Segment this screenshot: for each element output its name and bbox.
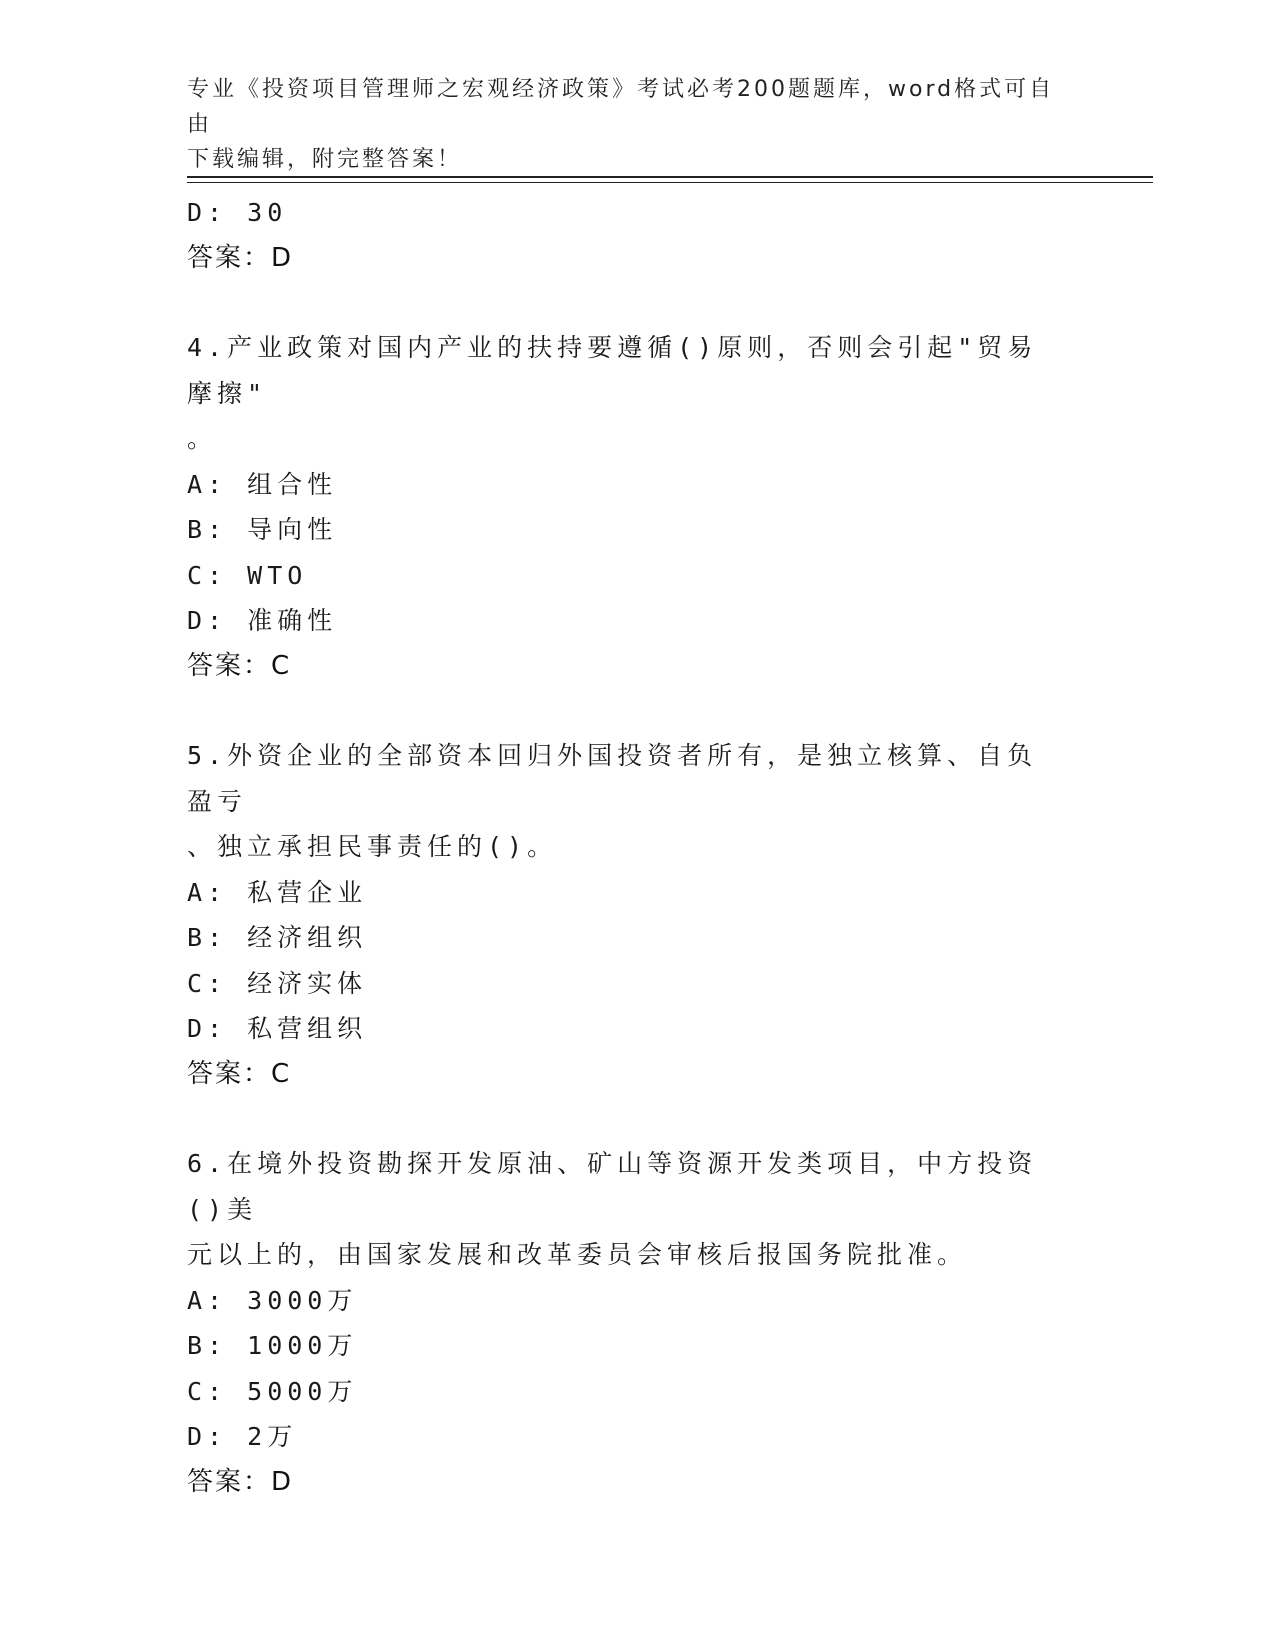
question-stem-cont: 。 (187, 424, 218, 453)
header-rule-bottom (187, 182, 1153, 183)
question-stem-cont: 、独立承担民事责任的()。 (187, 832, 558, 861)
option-b: B: 经济组织 (187, 923, 368, 952)
answer-line: 答案：D (187, 242, 294, 273)
option-c: C: 5000万 (187, 1376, 358, 1406)
question-stem: 5.外资企业的全部资本回归外国投资者所有，是独立核算、自负盈亏 (187, 741, 1038, 816)
option-d: D: 30 (187, 198, 288, 227)
option-a: A: 私营企业 (187, 877, 368, 907)
document-body (187, 190, 1067, 1505)
question-stem: 4.产业政策对国内产业的扶持要遵循()原则，否则会引起"贸易摩擦" (187, 333, 1038, 408)
header-rule-top (187, 176, 1153, 178)
page-header (187, 72, 1067, 177)
option-c: C: WTO (187, 560, 308, 590)
option-d: D: 准确性 (187, 606, 338, 635)
question-stem: 6.在境外投资勘探开发原油、矿山等资源开发类项目，中方投资()美 (187, 1149, 1038, 1224)
question-4 (187, 325, 1067, 689)
option-d: D: 2万 (187, 1422, 298, 1451)
answer-line: 答案：C (187, 650, 292, 681)
question-5 (187, 733, 1067, 1097)
answer-line: 答案：C (187, 1058, 292, 1089)
header-line-2: 下载编辑，附完整答案！ (187, 147, 463, 172)
option-b: B: 导向性 (187, 515, 338, 544)
option-b: B: 1000万 (187, 1331, 358, 1360)
option-a: A: 3000万 (187, 1285, 358, 1315)
answer-line: 答案：D (187, 1466, 294, 1497)
prev-question-tail (187, 190, 1067, 281)
question-6 (187, 1141, 1067, 1505)
option-d: D: 私营组织 (187, 1014, 368, 1043)
question-stem-cont: 元以上的，由国家发展和改革委员会审核后报国务院批准。 (187, 1240, 968, 1269)
header-line-1: 专业《投资项目管理师之宏观经济政策》考试必考200题题库，word格式可自由 (187, 77, 1055, 137)
option-c: C: 经济实体 (187, 968, 368, 998)
option-a: A: 组合性 (187, 469, 338, 499)
